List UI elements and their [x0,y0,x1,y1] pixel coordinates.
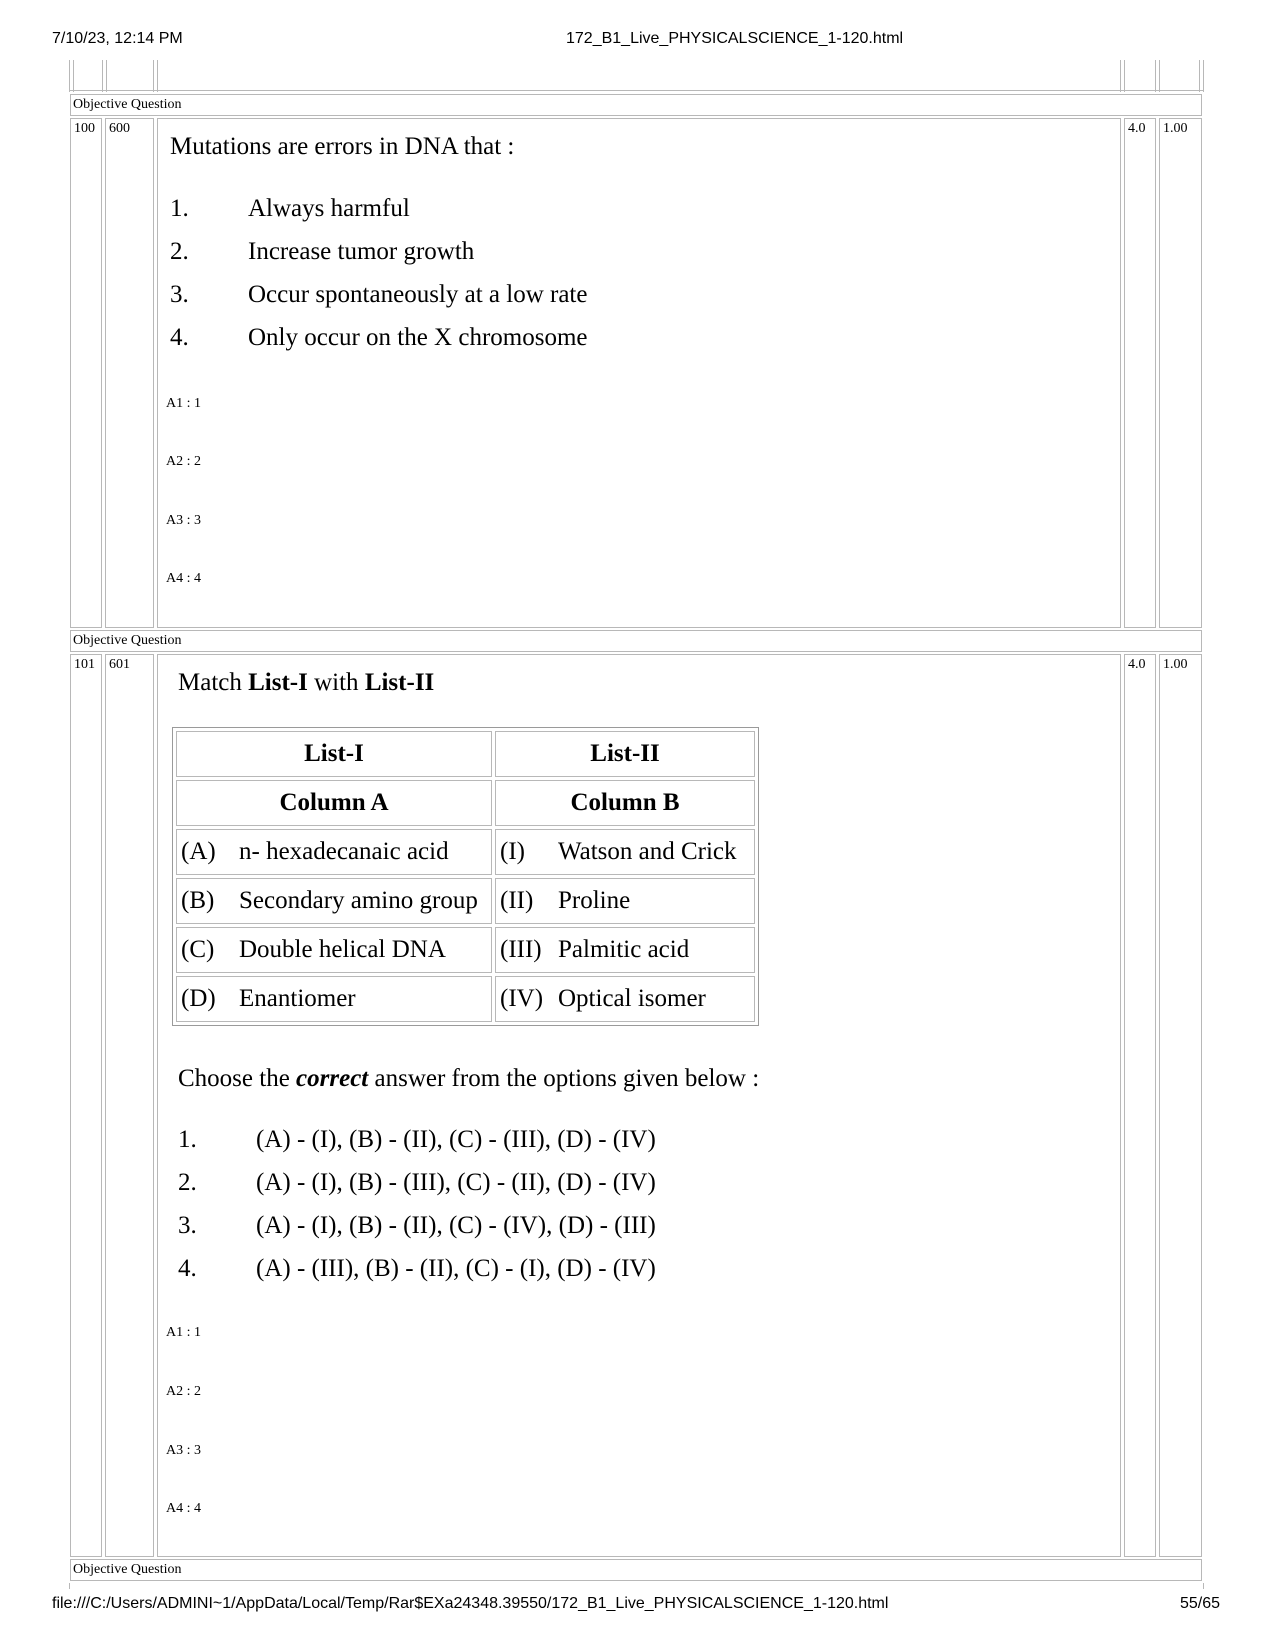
section-label-box [70,630,1202,652]
table-header-cell: List-II [495,731,755,777]
item-label: (I) [500,838,525,865]
item-text: Double helical DNA [239,936,446,963]
table-cell [495,927,755,973]
choose-instruction [178,1064,759,1094]
option-text: Occur spontaneously at a low rate [248,281,588,308]
option-text: Increase tumor growth [248,238,475,265]
item-label: (D) [181,985,216,1012]
question-id: 601 [109,657,130,672]
print-page-number: 55/65 [1180,1595,1221,1612]
item-label: (A) [181,838,216,865]
question-serial-number: 101 [74,657,95,672]
item-label: (IV) [500,985,544,1012]
table-row [176,878,755,924]
option-number: 2. [178,1169,197,1196]
item-label: (III) [500,936,542,963]
option-text: Always harmful [248,195,410,222]
negative-marks-cell [1159,118,1202,628]
table-cell [176,927,492,973]
answer-code: A1 : 1 [166,396,201,411]
section-label: Objective Question [73,633,182,648]
table-cell [495,878,755,924]
answer-code: A4 : 4 [166,571,201,586]
qid-cell [105,654,154,1557]
question-match-word: Match [178,669,249,696]
option-text: (A) - (III), (B) - (II), (C) - (I), (D) - (IV) [256,1255,656,1282]
next-row-remnant [1203,1583,1204,1589]
table-row [176,976,755,1022]
table-cell [495,829,755,875]
table-cell [176,878,492,924]
option-text: (A) - (I), (B) - (II), (C) - (III), (D) - (IV) [256,1126,656,1153]
option-number: 3. [178,1212,197,1239]
question-id: 600 [109,121,130,136]
marks-value: 4.0 [1128,657,1146,672]
option-number: 4. [170,324,189,351]
table-cell [176,976,492,1022]
question-text [178,668,434,698]
option-number: 4. [178,1255,197,1282]
question-text: Mutations are errors in DNA that : [170,133,515,160]
item-label: (B) [181,887,215,914]
negative-marks-cell [1159,654,1202,1557]
answer-code: A3 : 3 [166,1443,201,1458]
item-label: (C) [181,936,215,963]
answer-code: A2 : 2 [166,1384,201,1399]
marks-cell [1124,118,1156,628]
print-doc-title: 172_B1_Live_PHYSICALSCIENCE_1-120.html [566,30,904,47]
section-label-box [70,94,1202,116]
negative-marks-value: 1.00 [1163,657,1188,672]
marks-cell [1124,654,1156,1557]
question-serial-number: 100 [74,121,95,136]
table-header-cell: Column A [176,780,492,826]
item-text: Enantiomer [239,985,356,1012]
choose-prefix: Choose the [178,1065,297,1092]
item-text: Optical isomer [558,985,706,1012]
negative-marks-value: 1.00 [1163,121,1188,136]
table-cell [495,976,755,1022]
table-header-cell: List-I [176,731,492,777]
item-text: Secondary amino group [239,887,478,914]
sno-cell [70,118,102,628]
item-text: Watson and Crick [558,838,737,865]
next-row-remnant [69,1583,70,1589]
option-number: 2. [170,238,189,265]
answer-code: A3 : 3 [166,513,201,528]
answer-code: A4 : 4 [166,1501,201,1516]
print-datetime: 7/10/23, 12:14 PM [52,30,183,47]
table-row [176,927,755,973]
option-text: Only occur on the X chromosome [248,324,588,351]
item-label: (II) [500,887,534,914]
section-label: Objective Question [73,97,182,112]
question-with-word: with [307,669,365,696]
item-text: n- hexadecanaic acid [239,838,449,865]
table-row [176,829,755,875]
option-number: 3. [170,281,189,308]
qid-cell [105,118,154,628]
table-subheader-row [176,780,755,826]
answer-code: A2 : 2 [166,454,201,469]
table-header-cell: Column B [495,780,755,826]
choose-emphasis: correct [296,1065,369,1092]
option-text: (A) - (I), (B) - (II), (C) - (IV), (D) - (III) [256,1212,656,1239]
table-cell [176,829,492,875]
table-header-row [176,731,755,777]
match-table [172,727,759,1026]
option-text: (A) - (I), (B) - (III), (C) - (II), (D) - (IV) [256,1169,656,1196]
question-list1-label: List-I [248,669,308,696]
item-text: Proline [558,887,631,914]
print-file-path: file:///C:/Users/ADMINI~1/AppData/Local/Temp/Rar$EXa24348.39550/172_B1_Live_PHYSICALSCIENCE_1-120.html [52,1595,889,1612]
section-label: Objective Question [73,1562,182,1577]
item-text: Palmitic acid [558,936,690,963]
sno-cell [70,654,102,1557]
answer-code: A1 : 1 [166,1325,201,1340]
section-label-box [70,1559,1202,1581]
question-list2-label: List-II [364,669,435,696]
choose-suffix: answer from the options given below : [368,1065,760,1092]
option-number: 1. [170,195,189,222]
marks-value: 4.0 [1128,121,1146,136]
option-number: 1. [178,1126,197,1153]
